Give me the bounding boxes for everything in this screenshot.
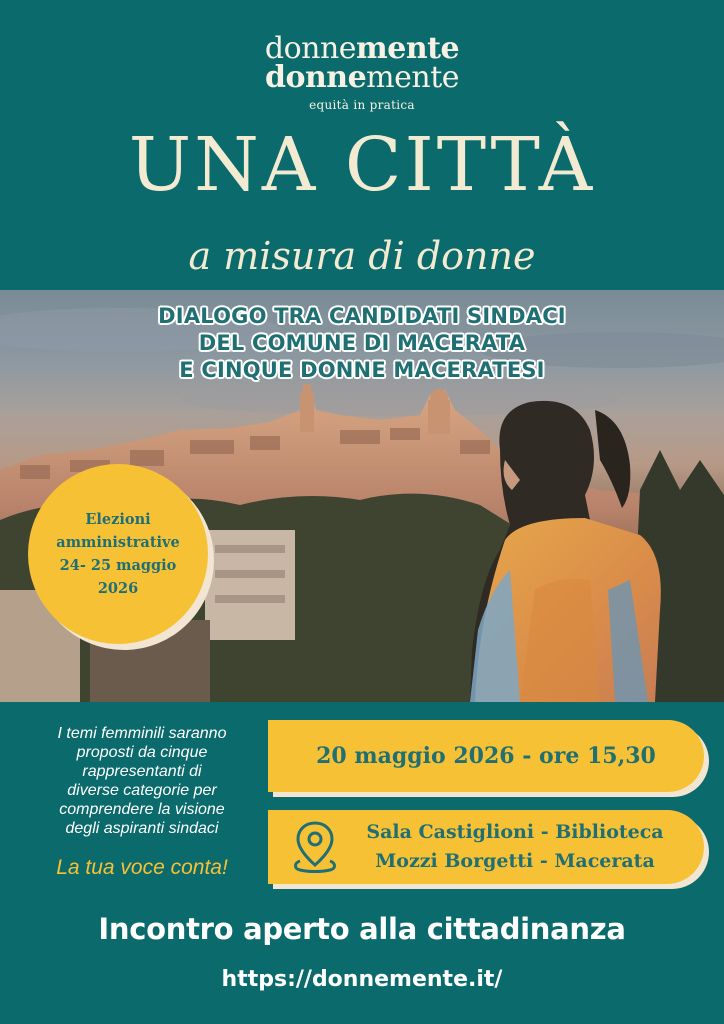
logo-line-2 [0, 60, 724, 95]
location-pin-icon [290, 819, 340, 875]
logo-line-1 [0, 31, 724, 66]
themes-line: comprendere la visione [59, 801, 225, 818]
themes-line: degli aspiranti sindaci [65, 820, 219, 837]
badge-line: 2026 [97, 580, 139, 597]
themes-line: rappresentanti di [82, 763, 202, 780]
headline [0, 303, 724, 384]
main-subtitle: a misura di donne [188, 234, 536, 278]
logo-word-light: mente [366, 60, 460, 95]
themes-line: proposti da cinque [76, 744, 208, 761]
elections-badge [28, 464, 208, 644]
logo-word-light: donne [264, 31, 357, 66]
themes-text [30, 724, 254, 838]
website-link[interactable]: https://donnemente.it/ [221, 967, 503, 992]
event-datetime: 20 maggio 2026 - ore 15,30 [316, 743, 656, 769]
logo-word-bold: donne [264, 60, 367, 95]
badge-line: amministrative [56, 534, 180, 551]
badge-line: Elezioni [85, 511, 151, 528]
voice-slogan: La tua voce conta! [56, 856, 228, 879]
logo-tagline: equità in pratica [309, 98, 415, 112]
event-datetime-pill [268, 720, 704, 792]
logo [0, 31, 724, 112]
location-line: Sala Castiglioni - Biblioteca [366, 821, 664, 843]
headline-line: DEL COMUNE DI MACERATA [198, 331, 526, 355]
themes-line: I temi femminili saranno [57, 725, 227, 742]
main-title: UNA CITTÀ [128, 122, 596, 208]
event-location [340, 818, 704, 876]
open-invite: Incontro aperto alla cittadinanza [98, 912, 626, 946]
themes-line: diverse categorie per [67, 782, 217, 799]
badge-line: 24- 25 maggio [59, 557, 177, 574]
event-location-pill [268, 810, 704, 884]
headline-line: E CINQUE DONNE MACERATESI [179, 358, 545, 382]
logo-word-bold: mente [356, 31, 460, 66]
headline-line: DIALOGO TRA CANDIDATI SINDACI [158, 304, 566, 328]
location-line: Mozzi Borgetti - Macerata [375, 850, 655, 872]
